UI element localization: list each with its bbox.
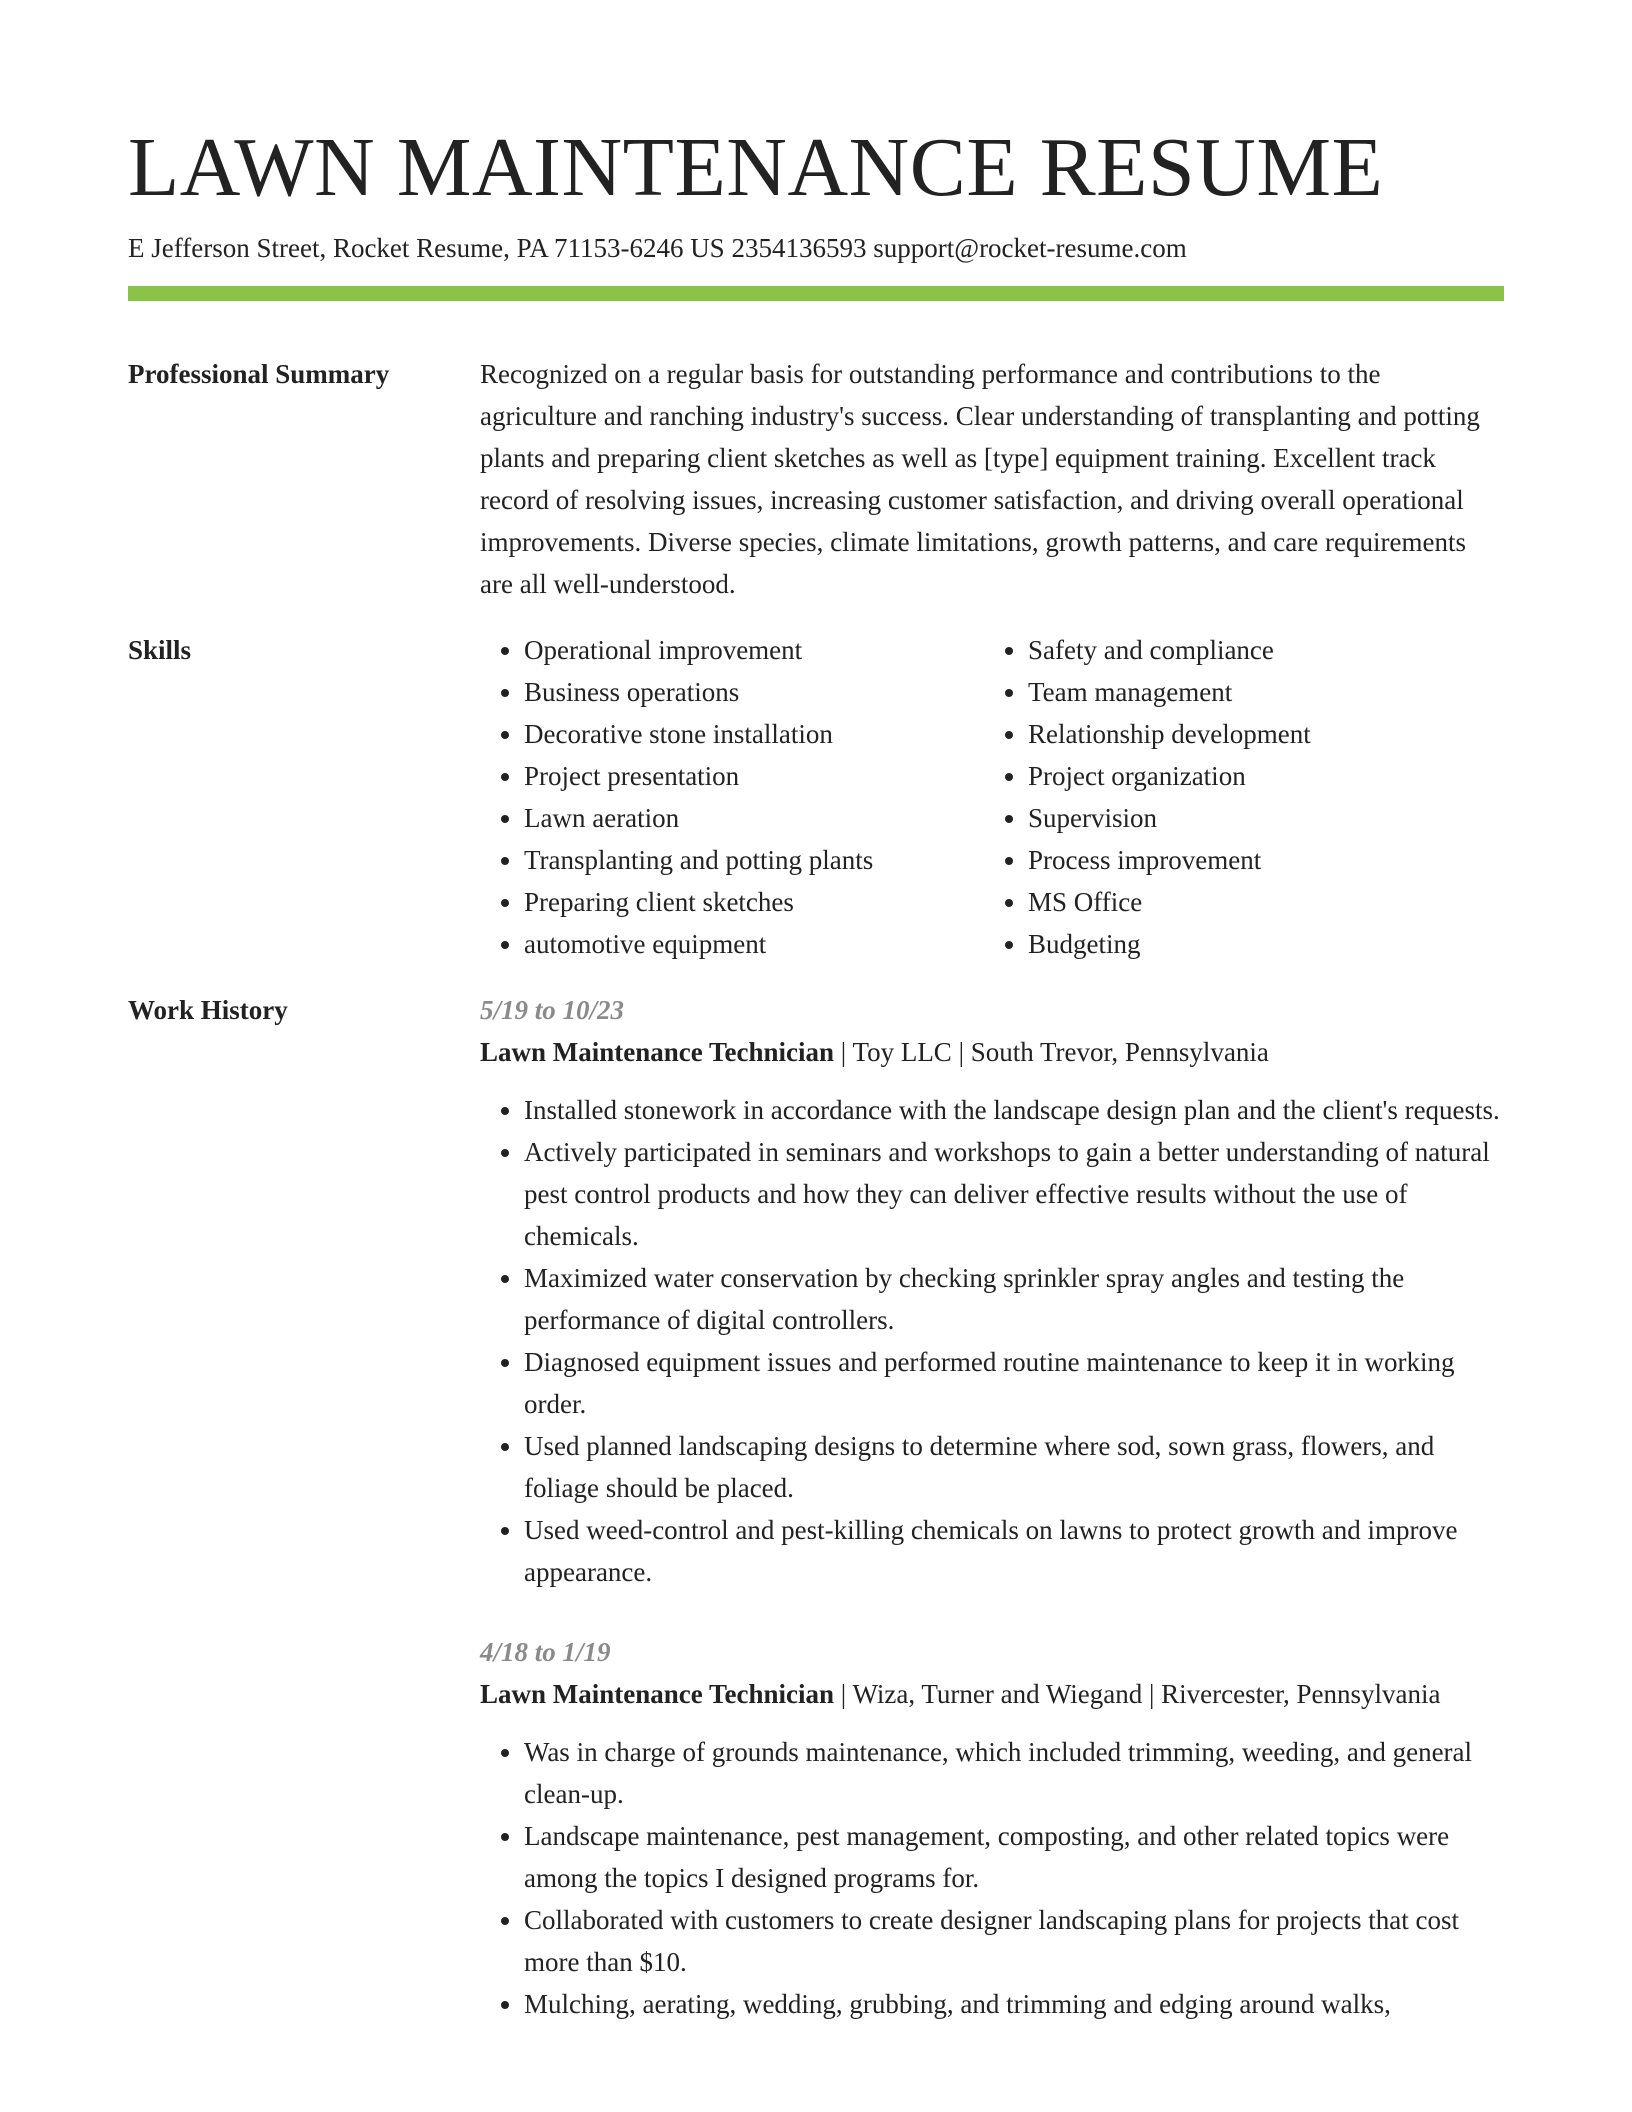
job-bullet: • Diagnosed equipment issues and performed routine maintenance to keep it in working order.: [524, 1341, 1504, 1425]
skills-heading: Skills: [128, 635, 192, 665]
skill-item: • Operational improvement: [524, 629, 984, 671]
job-bullet: • Landscape maintenance, pest management, composting, and other related topics were among the topics I designed programs for.: [524, 1815, 1504, 1899]
skill-item: • Team management: [1028, 671, 1504, 713]
job-dates: 4/18 to 1/19: [480, 1637, 611, 1667]
skill-item: • Transplanting and potting plants: [524, 839, 984, 881]
job-header: [480, 1673, 1504, 1715]
job-bullet: • Collaborated with customers to create designer landscaping plans for projects that cost more than $10.: [524, 1899, 1504, 1983]
summary-heading: Professional Summary: [128, 359, 390, 389]
resume-title: LAWN MAINTENANCE RESUME: [128, 121, 1384, 214]
skills-list-left: [480, 629, 984, 965]
job-title: Lawn Maintenance Technician: [480, 1037, 835, 1067]
skill-item: • Preparing client sketches: [524, 881, 984, 923]
skill-item: • Lawn aeration: [524, 797, 984, 839]
skill-item: • Business operations: [524, 671, 984, 713]
skill-item: • Decorative stone installation: [524, 713, 984, 755]
skills-list-right: [984, 629, 1504, 965]
job-bullet: • Actively participated in seminars and workshops to gain a better understanding of natural pest control products and how they can deliver effective results without the use of chemicals.: [524, 1131, 1504, 1257]
skill-item: • automotive equipment: [524, 923, 984, 965]
accent-divider: [128, 286, 1504, 301]
skill-item: • Budgeting: [1028, 923, 1504, 965]
job-entry: [480, 989, 1504, 1593]
skill-item: • MS Office: [1028, 881, 1504, 923]
job-dates: 5/19 to 10/23: [480, 995, 625, 1025]
skill-item: • Safety and compliance: [1028, 629, 1504, 671]
job-bullet: • Was in charge of grounds maintenance, which included trimming, weeding, and general clean-up.: [524, 1731, 1504, 1815]
job-bullet: • Used planned landscaping designs to determine where sod, sown grass, flowers, and foliage should be placed.: [524, 1425, 1504, 1509]
job-bullet: • Installed stonework in accordance with the landscape design plan and the client's requests.: [524, 1089, 1504, 1131]
summary-text: Recognized on a regular basis for outstanding performance and contributions to the agriculture and ranching industry's success. Clear understanding of transplanting and potting plants and preparing client sketches as well as [type] equipment training. Excellent track record of resolving issues, increasing customer satisfaction, and driving overall operational improvements. Diverse species, climate limitations, growth patterns, and care requirements are all well-understood.: [480, 359, 1480, 599]
contact-line: E Jefferson Street, Rocket Resume, PA 71153-6246 US 2354136593 support@rocket-resume.com: [128, 233, 1187, 263]
work-history-heading: Work History: [128, 995, 288, 1025]
job-bullet: • Maximized water conservation by checking sprinkler spray angles and testing the performance of digital controllers.: [524, 1257, 1504, 1341]
skill-item: • Process improvement: [1028, 839, 1504, 881]
job-bullet: • Used weed-control and pest-killing chemicals on lawns to protect growth and improve appearance.: [524, 1509, 1504, 1593]
skill-item: • Relationship development: [1028, 713, 1504, 755]
skills-section: [128, 629, 1504, 965]
job-bullet: • Mulching, aerating, wedding, grubbing, and trimming and edging around walks,: [524, 1983, 1504, 2025]
skill-item: • Supervision: [1028, 797, 1504, 839]
skill-item: • Project organization: [1028, 755, 1504, 797]
job-company-location: | Toy LLC | South Trevor, Pennsylvania: [834, 1037, 1269, 1067]
job-company-location: | Wiza, Turner and Wiegand | Rivercester, Pennsylvania: [834, 1679, 1441, 1709]
summary-section: [128, 353, 1504, 605]
job-header: [480, 1031, 1504, 1073]
skill-item: • Project presentation: [524, 755, 984, 797]
job-title: Lawn Maintenance Technician: [480, 1679, 835, 1709]
job-bullets: [480, 1731, 1504, 2025]
work-history-section: [128, 989, 1504, 2025]
job-bullets: [480, 1089, 1504, 1593]
resume-page: [128, 118, 1504, 2025]
job-entry: [480, 1631, 1504, 2025]
